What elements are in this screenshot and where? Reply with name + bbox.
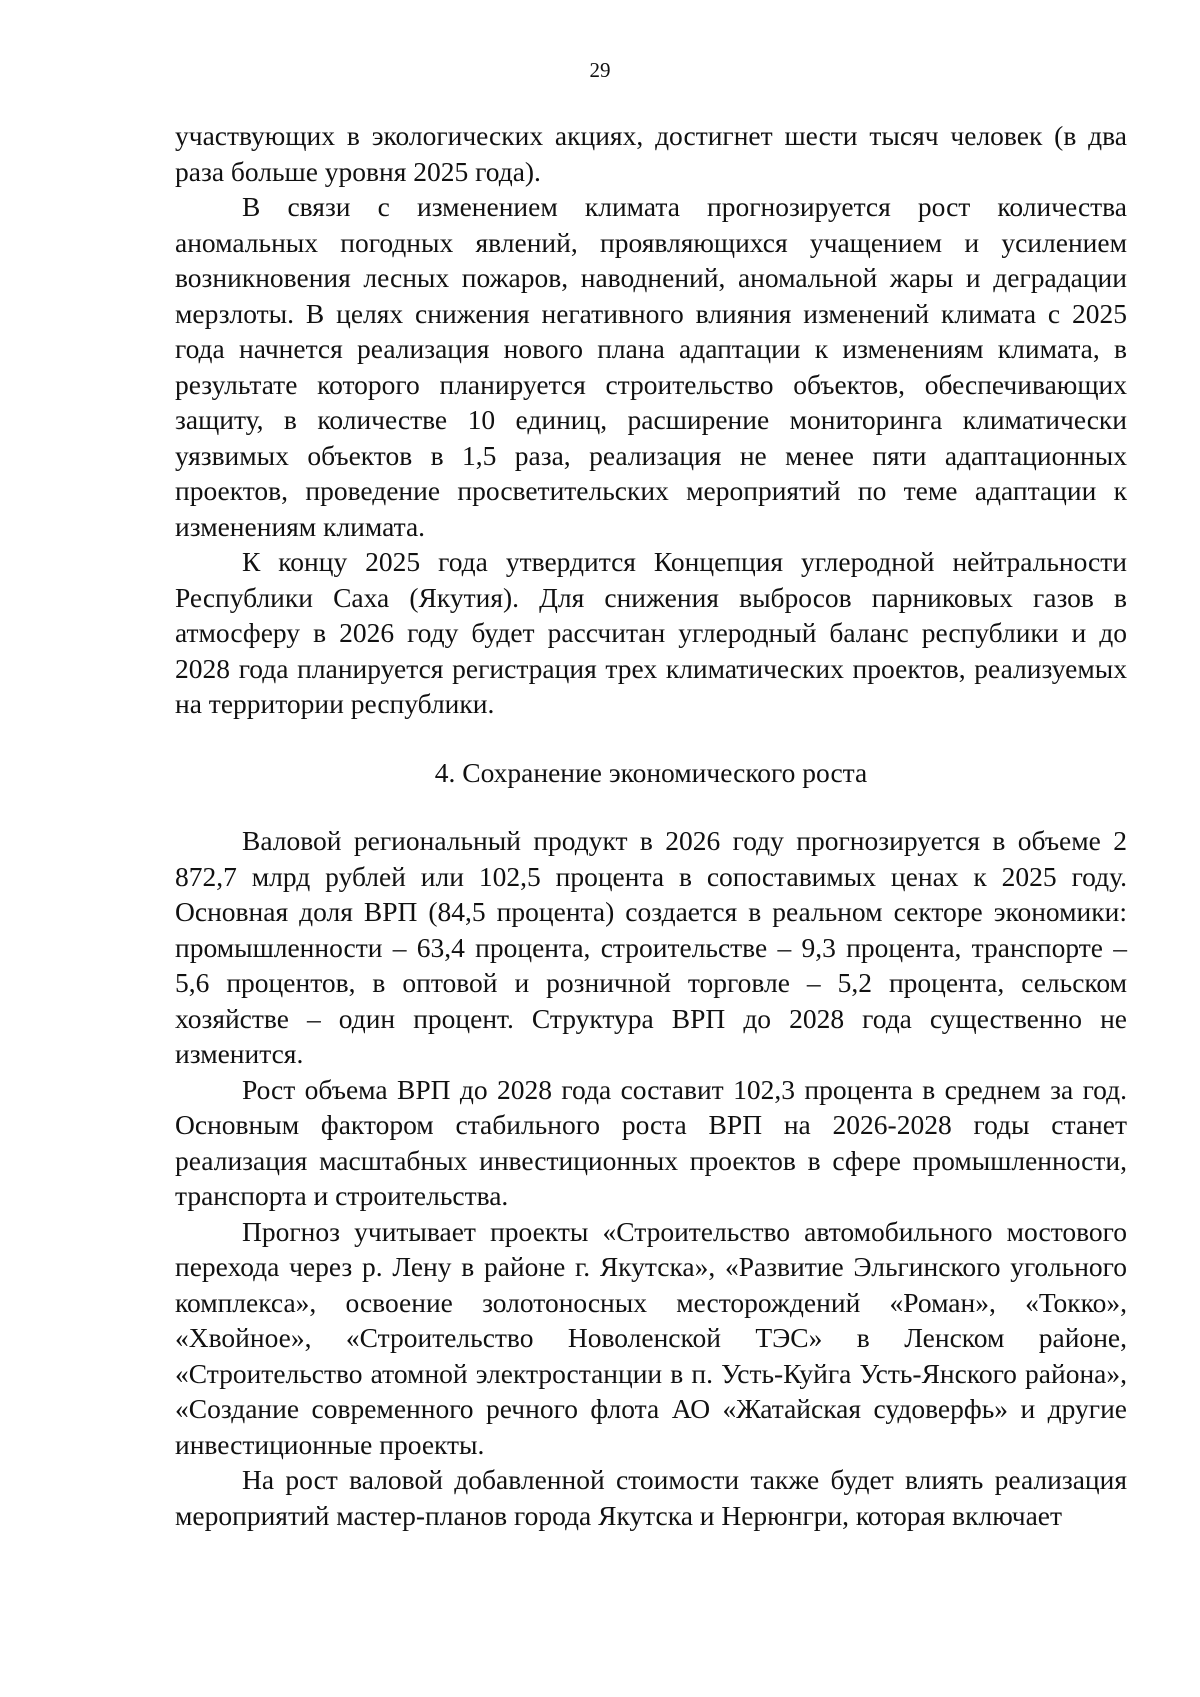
paragraph-carbon-neutrality: К концу 2025 года утвердится Концепция углеродной нейтральности Республики Саха (Якутия). Для снижения выбросов парниковых газов в атмосферу в 2026 году будет рассчитан углеродный баланс республики и до 2028 года планируется регистрация трех климатических проектов, реализуемых на территории республики. — [175, 546, 1127, 719]
paragraph-grp-forecast: Валовой региональный продукт в 2026 году прогнозируется в объеме 2 872,7 млрд рублей или 102,5 процента в сопоставимых ценах к 2025 году. Основная доля ВРП (84,5 процента) создается в реальном секторе экономики: промышленности – 63,4 процента, строительстве – 9,3 процента, транспорте – 5,6 процентов, в оптовой и розничной торговле – 5,2 процента, сельском хозяйстве – один процент. Структура ВРП до 2028 года существенно не изменится. — [175, 825, 1127, 1069]
paragraph-investment-projects: Прогноз учитывает проекты «Строительство автомобильного мостового перехода через р. Лену в районе г. Якутска», «Развитие Эльгинского угольного комплекса», освоение золотоносных месторождений «Роман», «Токко», «Хвойное», «Строительство Новоленской ТЭС» в Ленском районе, «Строительство атомной электростанции в п. Усть-Куйга Усть-Янского района», «Создание современного речного флота АО «Жатайская судоверфь» и другие инвестиционные проекты. — [175, 1215, 1127, 1460]
section-heading: 4. Сохранение экономического роста — [434, 756, 868, 788]
page-number: 29 — [589, 58, 611, 82]
document-body — [175, 118, 1127, 1533]
paragraph-climate-adaptation: В связи с изменением климата прогнозируется рост количества аномальных погодных явлений, проявляющихся учащением и усилением возникновения лесных пожаров, наводнений, аномальной жары и деградации мерзлоты. В целях снижения негативного влияния изменений климата с 2025 года начнется реализация нового плана адаптации к изменениям климата, в результате которого планируется строительство объектов, обеспечивающих защиту, в количестве 10 единиц, расширение мониторинга климатически уязвимых объектов в 1,5 раза, реализация не менее пяти адаптационных проектов, проведение просветительских мероприятий по теме адаптации к изменениям климата. — [175, 191, 1127, 542]
paragraph-master-plans: На рост валовой добавленной стоимости также будет влиять реализация мероприятий мастер-планов города Якутска и Нерюнгри, которая включает — [175, 1464, 1127, 1531]
paragraph-continuation: участвующих в экологических акциях, достигнет шести тысяч человек (в два раза больше уровня 2025 года). — [175, 120, 1127, 187]
paragraph-grp-growth: Рост объема ВРП до 2028 года составит 102,3 процента в среднем за год. Основным фактором стабильного роста ВРП на 2026-2028 годы станет реализация масштабных инвестиционных проектов в сфере промышленности, транспорта и строительства. — [175, 1073, 1127, 1211]
